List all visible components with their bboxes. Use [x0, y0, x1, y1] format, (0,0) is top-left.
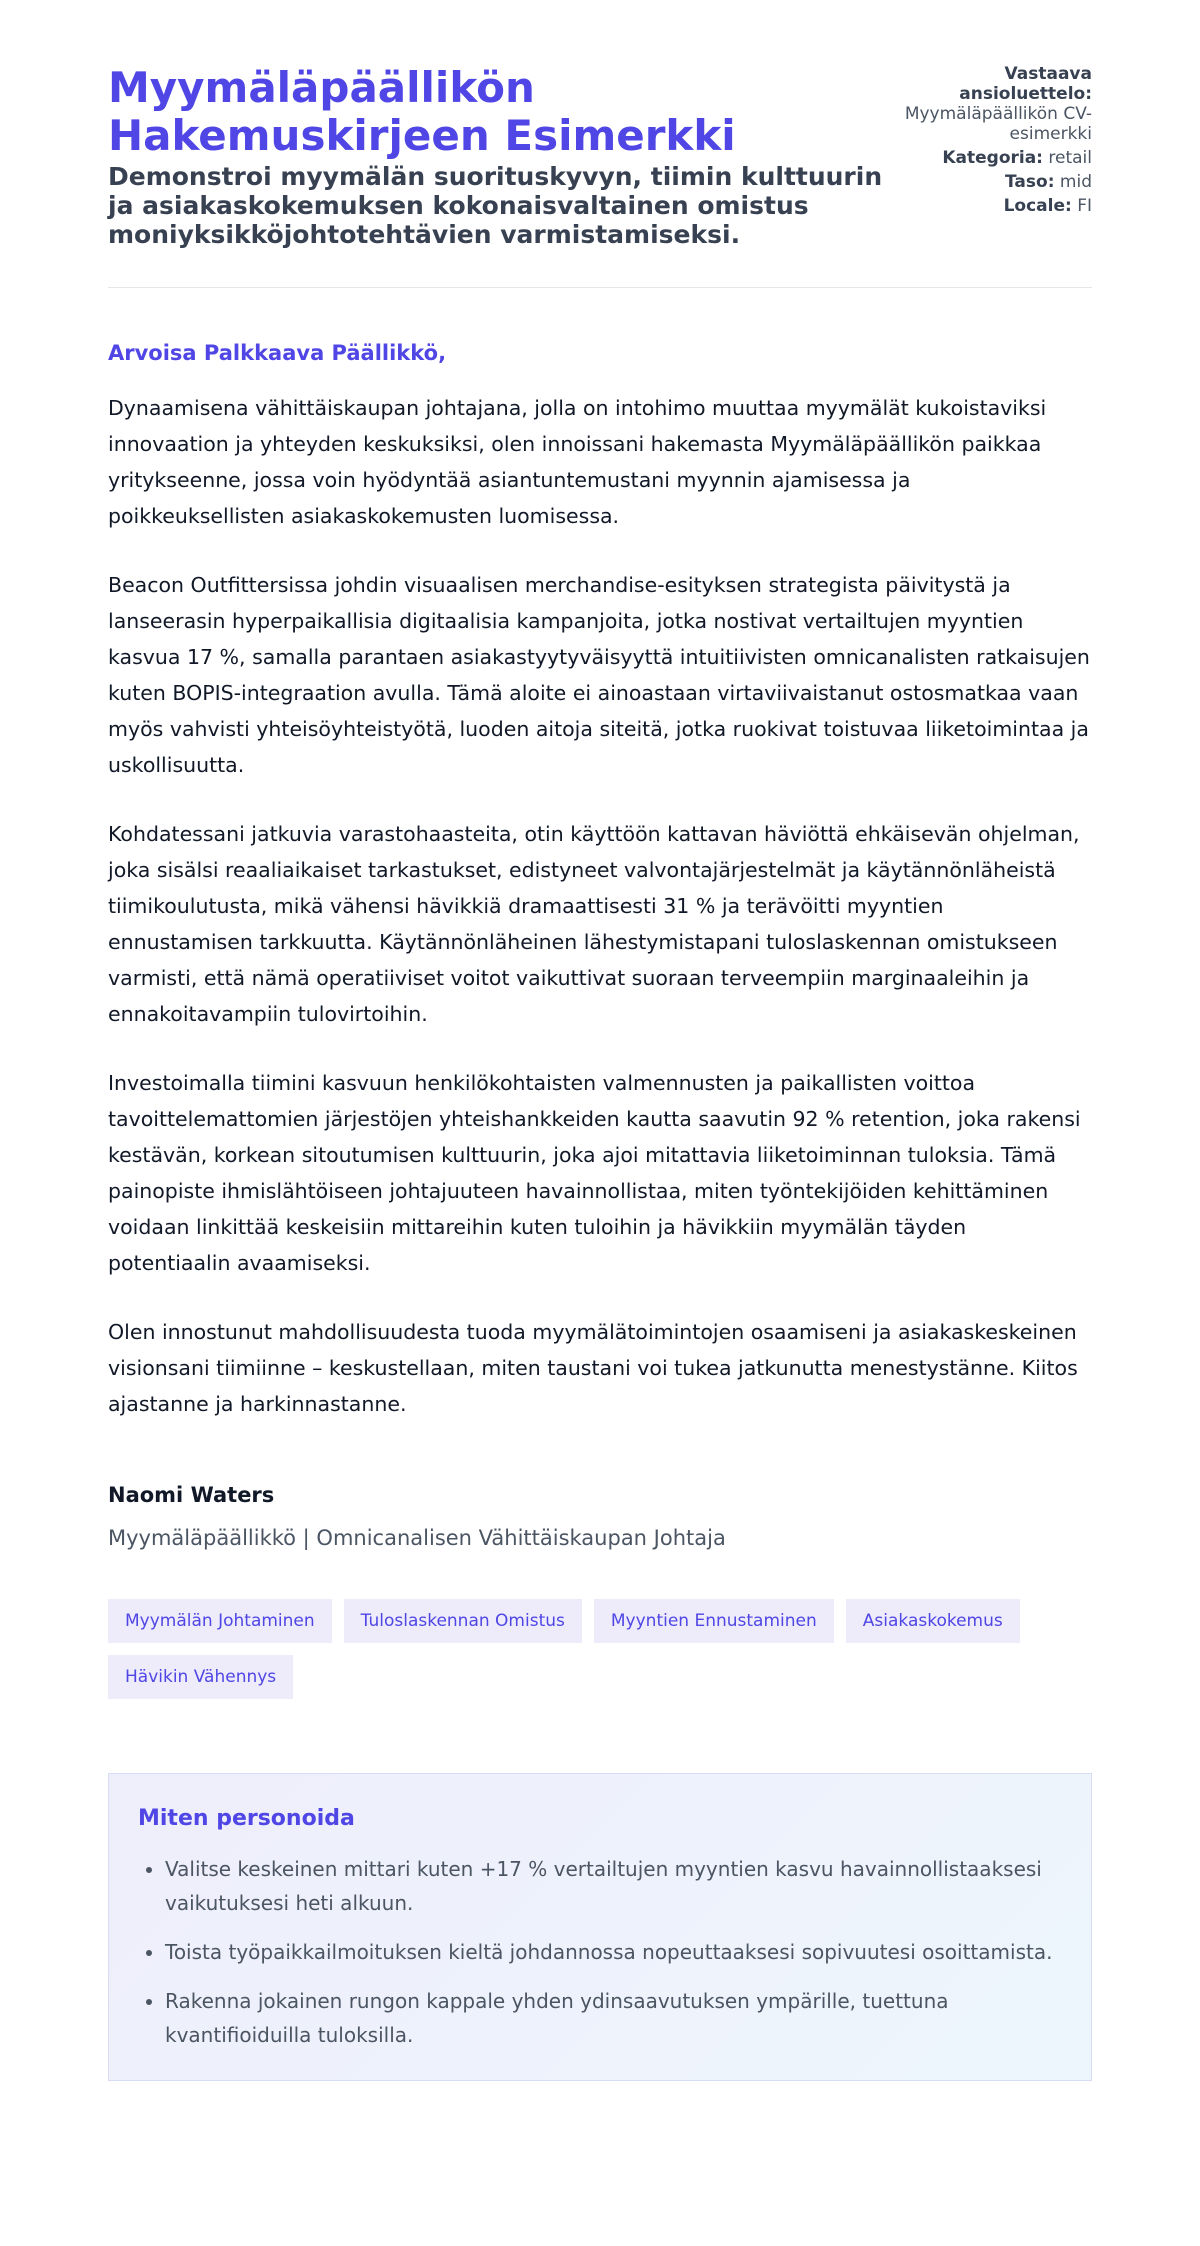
matching-resume-row — [903, 64, 1092, 144]
skill-tag: Myymälän Johtaminen — [108, 1599, 332, 1643]
letter-paragraph: Investoimalla tiimini kasvuun henkilökohtaisten valmennusten ja paikallisten voittoa tavoittelemattomien järjestöjen yhteishankkeiden kautta saavutin 92 % retention, joka rakensi kestävän, korkean sitoutumisen kulttuurin, joka ajoi mitattavia liiketoiminnan tuloksia. Tämä painopiste ihmislähtöiseen johtajuuteen havainnollistaa, miten työntekijöiden kehittäminen voidaan linkittää keskeisiin mittareihin kuten tuloihin ja hävikkiin myymälän täyden potentiaalin avaamiseksi. — [108, 1071, 1081, 1275]
page-subtitle: Demonstroi myymälän suorituskyvyn, tiimin kulttuurin ja asiakaskokemuksen kokonaisvaltainen omistus moniyksikköjohtotehtävien varmistamiseksi. — [108, 162, 883, 249]
category-label: Kategoria: — [942, 148, 1043, 168]
tips-title: Miten personoida — [138, 1806, 355, 1831]
letter-paragraph: Kohdatessani jatkuvia varastohaasteita, otin käyttöön kattavan häviöttä ehkäisevän ohjelman, joka sisälsi reaaliaikaiset tarkastukset, edistyneet valvontajärjestelmät ja käytännönläheistä tiimikoulutusta, mikä vähensi hävikkiä dramaattisesti 31 % ja terävöitti myyntien ennustamisen tarkkuutta. Käytännönläheinen lähestymistapani tuloslaskennan omistukseen varmisti, että nämä operatiiviset voitot vaikuttivat suoraan terveempiin marginaaleihin ja ennakoitavampiin tulovirtoihin. — [108, 822, 1080, 1026]
tip-item: • Valitse keskeinen mittari kuten +17 % vertailtujen myyntien kasvu havainnollistaaksesi vaikutuksesi heti alkuun. — [165, 1852, 1062, 1920]
locale-value: FI — [1077, 196, 1092, 216]
tip-item: • Rakenna jokainen rungon kappale yhden ydinsaavutuksen ympärille, tuettuna kvantifioiduilla tuloksilla. — [165, 1984, 1062, 2052]
locale-row — [903, 196, 1092, 216]
letter-paragraph: Olen innostunut mahdollisuudesta tuoda myymälätoimintojen osaamiseni ja asiakaskeskeinen visionsani tiimiinne – keskustellaan, miten taustani voi tukea jatkunutta menestystänne. Kiitos ajastanne ja harkinnastanne. — [108, 1320, 1078, 1416]
cover-letter-page — [108, 0, 1092, 2081]
locale-label: Locale: — [1003, 196, 1072, 216]
level-value: mid — [1059, 172, 1092, 192]
skill-tag: Tuloslaskennan Omistus — [344, 1599, 582, 1643]
signature-role: Myymäläpäällikkö | Omnicanalisen Vähittäiskaupan Johtaja — [108, 1526, 726, 1550]
page-header — [108, 64, 1092, 288]
matching-resume-value: Myymäläpäällikön CV-esimerkki — [904, 104, 1092, 144]
category-row — [903, 148, 1092, 168]
title-block — [108, 64, 903, 249]
personalization-tips-box — [108, 1773, 1092, 2081]
level-row — [903, 172, 1092, 192]
skill-tags — [108, 1599, 1092, 1699]
letter-paragraph: Dynaamisena vähittäiskaupan johtajana, jolla on intohimo muuttaa myymälät kukoistaviksi innovaation ja yhteyden keskuksiksi, olen innoissani hakemasta Myymäläpäällikön paikkaa yritykseenne, jossa voin hyödyntää asiantuntemustani myynnin ajamisessa ja poikkeuksellisten asiakaskokemusten luomisessa. — [108, 396, 1047, 528]
skill-tag: Asiakaskokemus — [846, 1599, 1020, 1643]
signature-name: Naomi Waters — [108, 1483, 275, 1507]
skill-tag: Hävikin Vähennys — [108, 1655, 293, 1699]
metadata-panel — [903, 64, 1092, 220]
level-label: Taso: — [1005, 172, 1055, 192]
letter-body — [108, 340, 1092, 2081]
letter-paragraph: Beacon Outfittersissa johdin visuaalisen merchandise-esityksen strategista päivitystä ja lanseerasin hyperpaikallisia digitaalisia kampanjoita, jotka nostivat vertailtujen myyntien kasvua 17 %, samalla parantaen asiakastyytyväisyyttä intuitiivisten omnicanalisten ratkaisujen kuten BOPIS-integraation avulla. Tämä aloite ei ainoastaan virtaviivaistanut ostosmatkaa vaan myös vahvisti yhteisöyhteistyötä, luoden aitoja siteitä, jotka ruokivat toistuvaa liiketoimintaa ja uskollisuutta. — [108, 573, 1090, 777]
matching-resume-label: Vastaava ansioluettelo: — [959, 64, 1092, 104]
salutation: Arvoisa Palkkaava Päällikkö, — [108, 341, 447, 365]
page-title: Myymäläpäällikön Hakemuskirjeen Esimerkki — [108, 63, 736, 160]
tips-list — [138, 1852, 1062, 2052]
tip-item: • Toista työpaikkailmoituksen kieltä johdannossa nopeuttaaksesi sopivuutesi osoittamista. — [165, 1935, 1062, 1969]
skill-tag: Myyntien Ennustaminen — [594, 1599, 834, 1643]
category-value: retail — [1048, 148, 1092, 168]
